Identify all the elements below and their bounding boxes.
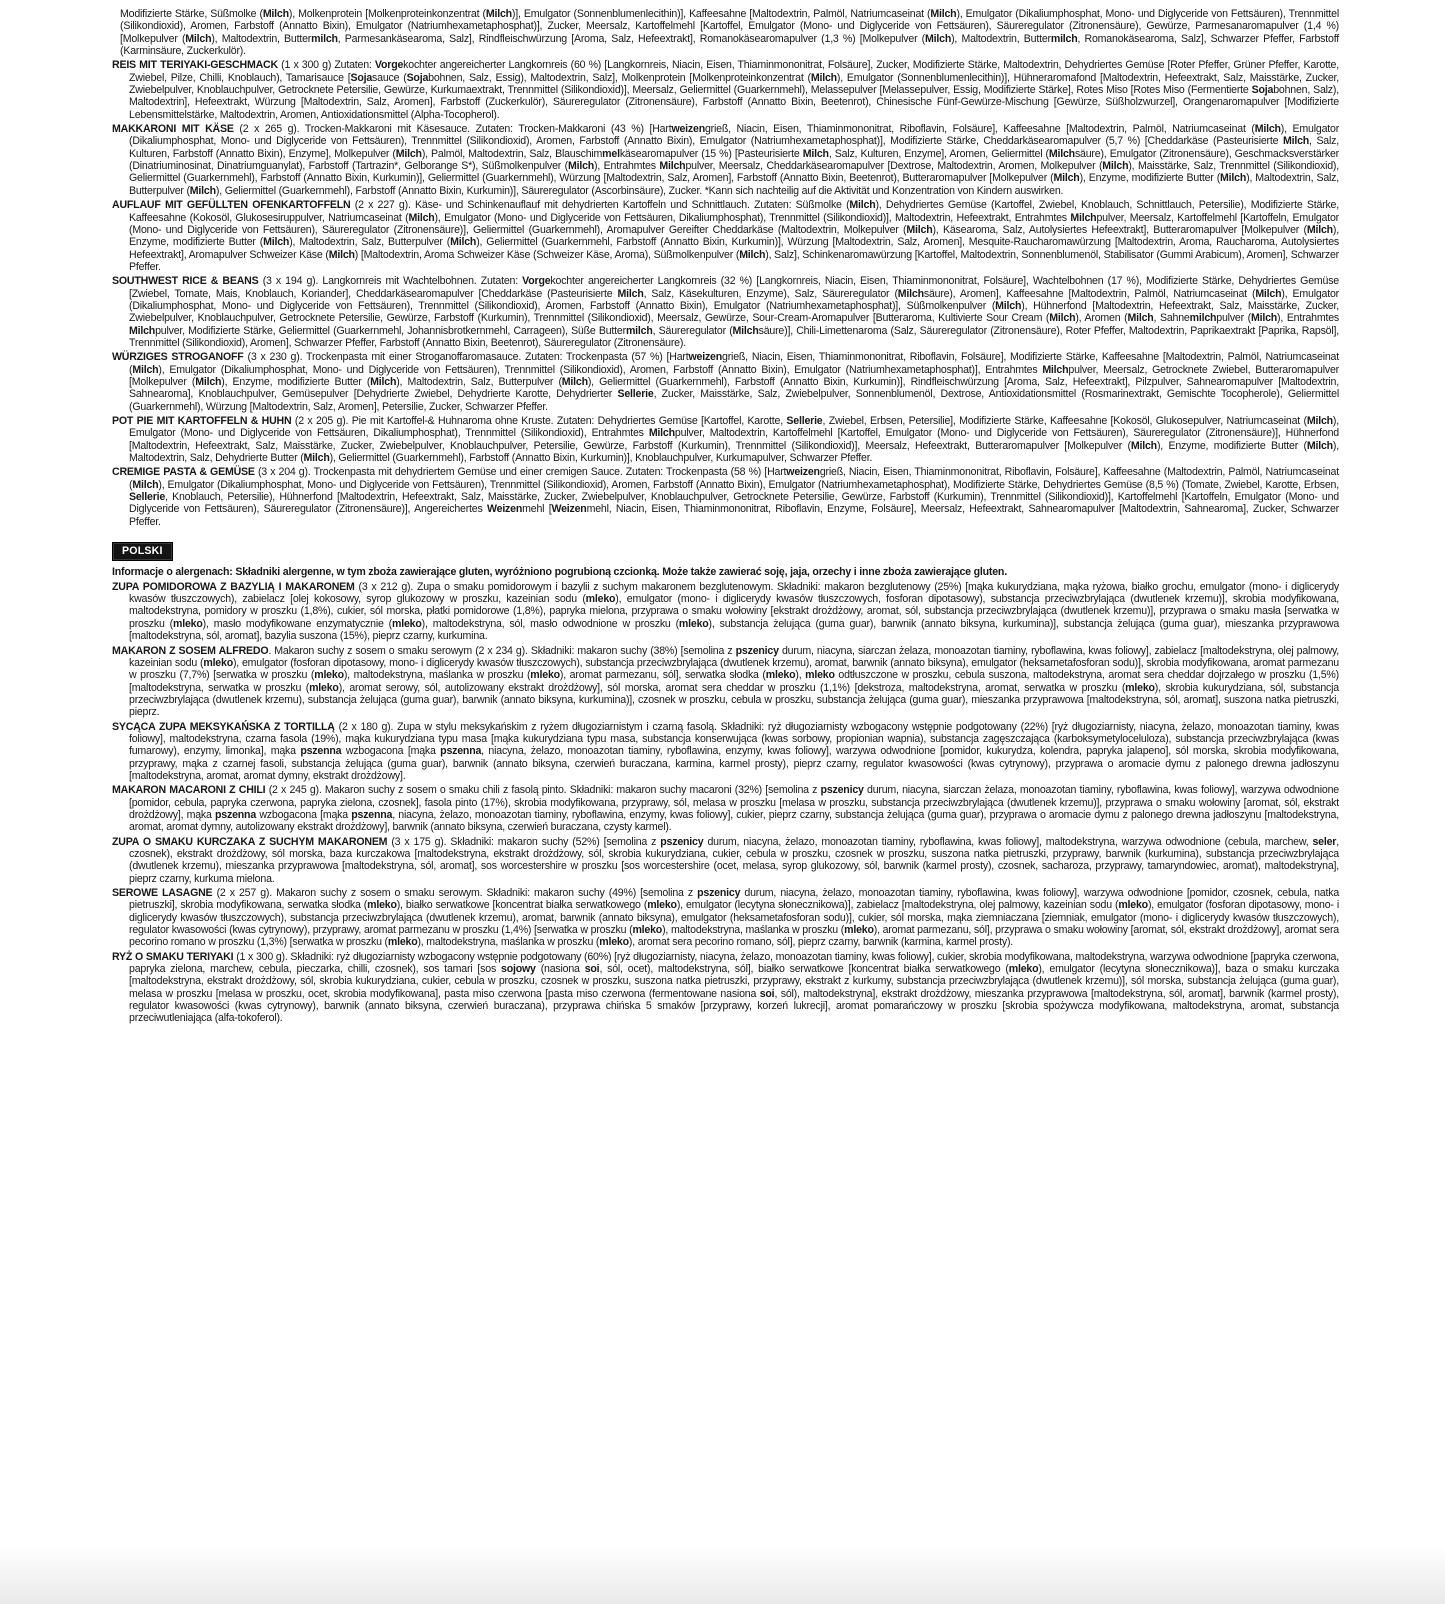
continued-ingredients-paragraph: Modifizierte Stärke, Süßmolke (Milch), Molkenprotein [Molkenproteinkonzentrat (Milch)], Emulgator (Sonnenblumenlecithin)], Kaffeesahne [Maltodextrin, Palmöl, Natriumcaseinat (Milch), Emulgator (Dikaliumphosphat, Mono- und Diglyceride von Fettsäuren), Trennmittel (Silikondioxid), Aromen, Farbstoff (Annatto Bixin), Emulgator (Natriumhexametaphosphat)], Zucker, Meersalz, Kartoffelmehl [Kartoffel, Emulgator (Mono- und Diglyceride von Fettsäuren), Säureregulator (Zitronensäure), Gewürze, Parmesanaromapulver (1,4 %) [Molkepulver (Milch), Maltodextrin, Buttermilch, Parmesankäsearoma, Salz], Rindfleischwürzung [Aroma, Salz, Hefeextrakt], Romanokäsearomapulver (1,3 %) [Molkepulver (Milch), Maltodextrin, Buttermilch, Romanokäsearoma, Salz], Schwarzer Pfeffer, Farbstoff (Karminsäure, Zuckerkulör). [120,8,1339,58]
product-name: SOUTHWEST RICE & BEANS [112,275,259,288]
product-ingredients: (1 x 300 g). Składniki: ryż długoziarnisty wzbogacony wstępnie podgotowany (60%) [ryż długoziarnisty, niacyna, żelazo, monoazotan tiaminy, kwas foliowy], cukier, skrobia modyfikowana, maltodekstryna, warzywa odwodnione [papryka czerwona, papryka zielona, marchew, cebula, pieczarka, chilli, czosnek), sos tamari [sos sojowy (nasiona soi, sól, ocet), maltodekstryna, sól], białko serwatkowe [koncentrat białka serwatkowego (mleko), emulgator (lecytyna słonecznikowa)], baza o smaku kurczaka [maltodekstryna, ekstrakt drożdżowy, sól, skrobia kukurydziana, cukier, cebula w proszku, czosnek w proszku, suszona natka pietruszki, przyprawy, ekstrakt z kurkumy, substancja przeciwzbrylająca (dwutlenek krzemu)], sól morska, substancja żelująca (guma guar), melasa w proszku [melasa w proszku, ocet, skrobia modyfikowana], pasta miso czerwona [pasta miso czerwona (fermentowane nasiona soi, sól), maltodekstryna], ekstrakt drożdżowy, mieszanka przyprawowa [maltodekstryna, sól, aromat], barwnik (karmel prosty), regulator kwasowości (kwas cytrynowy), barwnik (annato biksyna, czerwień buraczana), przyprawa chińska 5 smaków [przyprawy, korzeń lukrecji], aromat pomarańczowy w proszku [skrobia spożywcza modyfikowana, maltodekstryna, aromat, substancja przeciwutleniająca (alfa-tokoferol). [129,950,1340,1025]
product-entry-zupa-meksykanska [112,721,1339,783]
product-entry-makkaroni-kaese [112,123,1339,197]
product-name: SYCĄCA ZUPA MEKSYKAŃSKA Z TORTILLĄ [112,720,335,733]
product-entry-cremige-pasta-gemuese [112,466,1339,528]
product-ingredients: (2 x 245 g). Makaron suchy z sosem o smaku chili z fasolą pinto. Składniki: makaron suchy macaroni (32%) [semolina z pszenicy durum, niacyna, siarczan żelaza, monoazotan tiaminy, ryboflawina, kwas foliowy], warzywa odwodnione [pomidor, cebula, papryka czerwona, papryka zielona, czosnek], fasola pinto (17%), skrobia modyfikowana, przyprawy, sól, melasa w proszku [melasa w proszku, substancja przeciwzbrylająca (dwutlenek krzemu)], przyprawa o smaku wołowiny [aromat, sól, ekstrakt drożdżowy], mąka pszenna wzbogacona [mąka pszenna, niacyna, żelazo, monoazotan tiaminy, ryboflawina, enzymy, kwas foliowy], cukier, pieprz czarny, substancja żelująca (guma guar), przyprawa o aromacie dymu z palonego drewna jadłoszynu [maltodekstryna, aromat, aromat dymny, autolizowany ekstrakt drożdżowy], barwnik (annato biksyna, czerwień buraczana, czysty karmel). [129,784,1339,834]
product-entry-serowe-lasagne [112,887,1339,949]
product-entry-auflauf-ofenkartoffeln [112,199,1339,273]
product-ingredients: (3 x 230 g). Trockenpasta mit einer Stroganoffaromasauce. Zutaten: Trockenpasta (57 %) [Hartweizengrieß, Niacin, Eisen, Thiaminmononitrat, Riboflavin, Folsäure], Modifizierte Stärke, Kaffeesahne [Maltodextrin, Palmöl, Natriumcaseinat (Milch), Emulgator (Dikaliumphosphat, Mono- und Diglyceride von Fettsäuren), Trennmittel (Silikondioxid), Aromen, Farbstoff (Annatto Bixin), Emulgator (Natriumhexametaphosphat)], Entrahmtes Milchpulver, Meersalz, Getrocknete Zwiebel, Butteraromapulver [Molkepulver (Milch), Enzyme, modifizierte Butter (Milch), Maltodextrin, Salz, Butterpulver (Milch), Geliermittel (Guarkernmehl), Farbstoff (Annatto Bixin, Kurkumin)], Rindfleischwürzung [Aroma, Salz, Hefeextrakt], Pilzpulver, Sahnearomapulver [Maltodextrin, Sahnearoma], Knoblauchpulver, Gemüsepulver [Dehydrierte Zwiebel, Dehydrierte Karotte, Dehydrierter Sellerie, Zucker, Maisstärke, Salz, Zwiebelpulver, Sonnenblumenöl, Dextrose, Antioxidationsmittel (Rosmarinextrakt, Gemischte Tocopherole), Geliermittel (Guarkernmehl), Würzung [Maltodextrin, Salz, Aromen], Petersilie, Zucker, Schwarzer Pfeffer. [129,351,1339,413]
product-ingredients: . Makaron suchy z sosem o smaku serowym (2 x 234 g). Składniki: makaron suchy (38%) [semolina z pszenicy durum, niacyna, siarczan żelaza, monoazotan tiaminy, ryboflawina, kwas foliowy], zabielacz [maltodekstryna, olej palmowy, kazeinian sodu (mleko), emulgator (fosforan dipotasowy, mono- i diglicerydy kwasów tłuszczowych), substancja przeciwzbrylająca (dwutlenek krzemu), aromat, barwnik (annato biksyna), emulgator (heksametafosforan sodu)], skrobia modyfikowana, aromat parmezanu w proszku (7,7%) [serwatka w proszku (mleko), maltodekstryna, maślanka w proszku (mleko), aromat parmezanu, sól], serwatka słodka (mleko), mleko odtłuszczone w proszku, cebula suszona, maltodekstryna, aromat sera cheddar dojrzałego w proszku (1,5%) [maltodekstryna, serwatka w proszku (mleko), aromat serowy, sól, autolizowany ekstrakt drożdżowy], sól morska, aromat sera cheddar w proszku (1,1%) [dekstroza, maltodekstryna, aromat, serwatka w proszku (mleko), skrobia kukurydziana, sól, substancja przeciwzbrylająca (dwutlenek krzemu), substancja żelująca (guma guar), barwnik (annato biksyna, kurkumina)], czosnek w proszku, cebula w proszku, substancja żelująca (guma guar), mieszanka przyprawowa [maltodekstryna, sól, aromat], suszona natka pietruszki, pieprz. [129,644,1340,719]
product-name: RYŻ O SMAKU TERIYAKI [112,950,234,963]
product-entry-zupa-kurczak [112,836,1339,885]
product-ingredients: (1 x 300 g) Zutaten: Vorgekochter angereicherter Langkornreis (60 %) [Langkornreis, Niacin, Eisen, Thiaminmononitrat, Folsäure], Zucker, Modifizierte Stärke, Maltodextrin, Dehydriertes Gemüse [Roter Pfeffer, Grüner Pfeffer, Karotte, Zwiebel, Pilze, Chilli, Knoblauch), Tamarisauce [Sojasauce (Sojabohnen, Salz, Essig), Maltodextrin, Salz], Molkenprotein [Molkenproteinkonzentrat (Milch), Emulgator (Sonnenblumenlecithin)], Hühneraromafond [Maltodextrin, Hefeextrakt, Salz, Maisstärke, Zucker, Zwiebelpulver, Knoblauchpulver, Getrocknete Petersilie, Gewürze, Kurkumaextrakt, Trennmittel (Silikondioxid)], Meersalz, Geliermittel (Guarkernmehl), Melassepulver [Melassepulver, Essig, Modifizierte Stärke], Rotes Miso [Rotes Miso (Fermentierte Sojabohnen, Salz), Maltodextrin], Hefeextrakt, Würzung [Maltodextrin, Salz, Aromen], Farbstoff (Zuckerkulör), Säureregulator (Zitronensäure), Farbstoff (Annatto Bixin, Beetenrot), Chinesische Fünf-Gewürze-Mischung [Gewürze, Süßholzwurzel], Orangenaromapulver [Modifizierte Lebensmittelstärke, Maltodextrin, Aromen, Antioxidationsmittel (Alpha-Tocopherol). [129,59,1340,121]
product-entry-ryz-teriyaki [112,951,1339,1025]
product-entry-pot-pie-kartoffeln-huhn [112,415,1339,464]
allergen-info-note: Informacje o alergenach: Składniki alergenne, w tym zboża zawierające gluten, wyróżniono pogrubioną czcionką. Może także zawierać soję, jaja, orzechy i inne zboża zawierające gluten. [112,566,1007,579]
product-ingredients: (3 x 212 g). Zupa o smaku pomidorowym i bazylii z suchym makaronem bezglutenowym. Składniki: makaron bezglutenowy (25%) [mąka kukurydziana, mąka ryżowa, białko grochu, emulgator (mono- i diglicerydy kwasów tłuszczowych), zabielacz [olej kokosowy, syrop glukozowy w proszku, kazeinian sodu (mleko), emulgator (mono- i diglicerydy kwasów tłuszczowych, fosforan dipotasowy), substancja przeciwzbrylająca (dwutlenek krzemu)], skrobia modyfikowana, maltodekstryna, pomidory w proszku (1,8%), cukier, sól morska, płatki pomidorowe (1,8%), papryka mielona, przyprawa o smaku wołowiny [ekstrakt drożdżowy, aromat, sól, substancja przeciwzbrylająca (dwutlenek krzemu)], przyprawa o smaku masła [serwatka w proszku (mleko), masło modyfikowane enzymatycznie (mleko), maltodekstryna, sól, masło odwodnione w proszku (mleko), substancja żelująca (guma guar), barwnik (annato biksyna, kurkumina)], substancja żelująca (guma guar), mieszanka przyprawowa [maltodekstryna, sól, aromat], bazylia suszona (15%), pieprz czarny, kurkumina. [129,580,1340,643]
product-name: MAKARON Z SOSEM ALFREDO [112,644,269,657]
product-name: SEROWE LASAGNE [112,887,213,900]
product-ingredients: (2 x 180 g). Zupa w stylu meksykańskim z ryżem długoziarnistym i czarną fasolą. Składniki: ryż długoziarnisty wzbogacony wstępnie podgotowany (22%) [ryż długoziarnisty, niacyna, żelazo, monoazotan tiaminy, kwas foliowy], maltodekstryna, czarna fasola (19%), mąka kukurydziana typu masa [mąka kukurydziana typu masa, substancja konserwująca (kwas sorbowy, propionian wapnia), substancja zagęszczająca (karboksymetyloceluloza), substancja przeciwzbrylająca (kwas fumarowy), enzymy, limonka], mąka pszenna wzbogacona [mąka pszenna, niacyna, żelazo, monoazotan tiaminy, ryboflawina, enzymy, kwas foliowy], warzywa odwodnione [pomidor, kukurydza, kolendra, papryka jalapeno], sól morska, skrobia modyfikowana, przyprawy, mąka z czarnej fasoli, substancja żelująca (guma guar), barwnik (annato biksyna, czerwień buraczana, karmina, karmel prosty), pieprz czarny, regulator kwasowości (kwas cytrynowy), przyprawa o aromacie dymu z palonego drewna jadłoszynu [maltodekstryna, aromat, aromat dymny, ekstrakt drożdżowy]. [129,720,1340,782]
product-name: AUFLAUF MIT GEFÜLLTEN OFENKARTOFFELN [112,199,351,212]
product-name: ZUPA O SMAKU KURCZAKA Z SUCHYM MAKARONEM [112,835,388,848]
polski-section-header [112,530,1339,566]
product-ingredients: (2 x 265 g). Trocken-Makkaroni mit Käsesauce. Zutaten: Trocken-Makkaroni (43 %) [Hartweizengrieß, Niacin, Eisen, Thiaminmononitrat, Riboflavin, Folsäure], Kaffeesahne [Maltodextrin, Palmöl, Natriumcaseinat (Milch), Emulgator (Dikaliumphosphat, Mono- und Diglyceride von Fettsäuren), Trennmittel (Silikondioxid), Aromen, Farbstoff (Annatto Bixin), Emulgator (Natriumhexametaphosphat)], Modifizierte Stärke, Cheddarkäsearomapulver (5,7 %) [Cheddarkäse (Pasteurisierte Milch, Salz, Kulturen, Farbstoff (Annatto Bixin), Enzyme], Molkepulver (Milch), Palmöl, Maltodextrin, Salz, Blauschimmelkäsearomapulver (15 %) [Pasteurisierte Milch, Salz, Kulturen, Enzyme], Aromen, Geliermittel (Milchsäure), Emulgator (Zitronensäure), Geschmacksverstärker (Dinatriuminosinat, Dinatriumguanylat), Farbstoff (Tartrazin*, Gelborange S*), Süßmolkenpulver (Milch), Entrahmtes Milchpulver, Meersalz, Cheddarkäsearomapulver [Dextrose, Maltodextrin, Aromen, Molkepulver (Milch), Maisstärke, Salz, Trennmittel (Silikondioxid), Geliermittel (Guarkernmehl), Farbstoff (Annatto Bixin, Kurkumin)], Geliermittel (Guarkernmehl), Würzung [Maltodextrin, Salz, Aromen], Farbstoff (Annatto Bixin, Beetenrot), Butteraromapulver [Molkepulver (Milch), Enzyme, modifizierte Butter (Milch), Maltodextrin, Salz, Butterpulver (Milch), Geliermittel (Guarkernmehl), Farbstoff (Annatto Bixin, Kurkumin)], Säureregulator (Ascorbinsäure), Zucker. *Kann sich nachteilig auf die Aktivität und Konzentration von Kindern auswirken. [129,123,1340,197]
product-entry-southwest-rice-beans [112,275,1339,349]
product-name: MAKKARONI MIT KÄSE [112,123,234,136]
product-name: WÜRZIGES STROGANOFF [112,351,244,364]
product-name: POT PIE MIT KARTOFFELN & HUHN [112,415,292,427]
product-entry-zupa-pomidorowa [112,581,1339,643]
product-entry-reis-teriyaki [112,59,1339,121]
product-ingredients: (2 x 257 g). Makaron suchy z sosem o smaku serowym. Składniki: makaron suchy (49%) [semolina z pszenicy durum, niacyna, żelazo, monoazotan tiaminy, ryboflawina, kwas foliowy], warzywa odwodnione [pomidor, czosnek, cebula, natka pietruszki], skrobia modyfikowana, serwatka słodka (mleko), białko serwatkowe [koncentrat białka serwatkowego (mleko), emulgator (lecytyna słonecznikowa)], zabielacz [maltodekstryna, olej palmowy, kazeinian sodu (mleko), emulgator (fosforan dipotasowy, mono- i diglicerydy kwasów tłuszczowych), substancja przeciwzbrylająca (dwutlenek krzemu), aromat, barwnik (annato biksyna), emulgator (heksametafosforan sodu)], cukier, sól morska, mąka ziemniaczana [ziemniak, emulgator (mono- i diglicerydy kwasów tłuszczowych), regulator kwasowości (kwas cytrynowy), przyprawy, aromat parmezanu w proszku (1,4%) [serwatka w proszku (mleko), maltodekstryna, maślanka w proszku (mleko), aromat parmezanu, sól], przyprawa o smaku wołowiny [aromat, sól, ekstrakt drożdżowy], aromat sera pecorino romano w proszku (1,3%) [serwatka w proszku (mleko), maltodekstryna, maślanka w proszku (mleko), aromat sera pecorino romano, sól], pieprz czarny, barwnik (karmina, karmel prosty). [129,887,1340,949]
product-name: ZUPA POMIDOROWA Z BAZYLIĄ I MAKARONEM [112,580,355,593]
product-ingredients: (3 x 175 g). Składniki: makaron suchy (52%) [semolina z pszenicy durum, niacyna, żelazo, monoazotan tiaminy, ryboflawina, kwas foliowy], maltodekstryna, warzywa odwodnione (cebula, marchew, seler, czosnek), ekstrakt drożdżowy, sól morska, baza kurczakowa [maltodekstryna, ekstrakt drożdżowy, sól, skrobia kukurydziana, cukier, cebula w proszku, czosnek w proszku, suszona natka pietruszki, przyprawy, barwnik (kurkumina), substancja przeciwzbrylająca (dwutlenek krzemu), mieszanka przyprawowa [maltodekstryna, sól, aromat], sos worcestershire w proszku [sos worcestershire (ocet, melasa, syrop glukozowy, sól, barwnik (karmel prosty), czosnek, sacharoza, przyprawy, tamaryndowiec, aromat), maltodekstryna], pieprz czarny, kurkuma mielona. [129,835,1339,885]
product-name: REIS MIT TERIYAKI-GESCHMACK [112,59,278,72]
product-name: CREMIGE PASTA & GEMÜSE [112,466,255,479]
language-label-polski: POLSKI [112,542,173,561]
product-ingredients: (2 x 227 g). Käse- und Schinkenauflauf mit dehydrierten Kartoffeln und Schnittlauch. Zutaten: Süßmolke (Milch), Dehydriertes Gemüse (Kartoffel, Zwiebel, Knoblauch, Schnittlauch, Petersilie), Modifizierte Stärke, Kaffeesahne (Kokosöl, Glukosesiruppulver, Natriumcaseinat (Milch), Emulgator (Mono- und Diglyceride von Fettsäuren, Dikaliumphosphat), Trennmittel (Silikondioxid)], Maltodextrin, Hefeextrakt, Entrahmtes Milchpulver, Meersalz, Kartoffelmehl [Kartoffeln, Emulgator (Mono- und Diglyceride von Fettsäuren), Säureregulator (Zitronensäure)], Geliermittel (Guarkernmehl), Aromapulver Gereifter Cheddarkäse (Maltodextrin, Molkepulver (Milch), Käsearoma, Salz, Autolysiertes Hefeextrakt], Butteraromapulver [Molkepulver (Milch), Enzyme, modifizierte Butter (Milch), Maltodextrin, Salz, Butterpulver (Milch), Geliermittel (Guarkernmehl, Farbstoff (Annatto Bixin, Kurkumin)], Würzung [Maltodextrin, Salz, Aromen], Mesquite-Raucharomawürzung [Maltodextrin, Aroma, Raucharoma, Autolysiertes Hefeextrakt], Aromapulver Schweizer Käse (Milch) [Maltodextrin, Aroma Schweizer Käse (Schweizer Käse, Aroma), Süßmolkenpulver (Milch), Salz], Schinkenaromawürzung [Kartoffel, Maltodextrin, Sonnenblumenöl, Stabilisator (Gummi Arabicum), Aromen], Schwarzer Pfeffer. [129,199,1339,273]
product-ingredients: (2 x 205 g). Pie mit Kartoffel-& Huhnaroma ohne Kruste. Zutaten: Dehydriertes Gemüse [Kartoffel, Karotte, Sellerie, Zwiebel, Erbsen, Petersilie], Modifizierte Stärke, Kaffeesahne [Kokosöl, Glukosepulver, Natriumcaseinat (Milch), Emulgator (Mono- und Diglyceride von Fettsäuren, Dikaliumphosphat), Trennmittel (Silikondioxid), Entrahmtes Milchpulver, Maltodextrin, Kartoffelmehl [Kartoffel, Emulgator (Mono- und Diglyceride von Fettsäuren), Säureregulator (Zitronensäure)], Hühnerfond [Maltodextrin, Hefeextrakt, Salz, Maisstärke, Zucker, Zwiebelpulver, Knoblauchpulver, Petersilie, Gewürze, Farbstoff (Kurkumin), Trennmittel (Silikondioxid)], Meersalz, Hefeextrakt, Butteraromapulver [Molkepulver (Milch), Enzyme, modifizierte Butter (Milch), Maltodextrin, Salz, Dehydrierte Butter (Milch), Geliermittel (Guarkernmehl), Farbstoff (Annatto Bixin, Kurkumin)], Knoblauchpulver, Kurkumapulver, Schwarzer Pfeffer. [129,415,1340,465]
page-bottom-fade [0,1546,1445,1604]
product-ingredients: (3 x 204 g). Trockenpasta mit dehydriertem Gemüse und einer cremigen Sauce. Zutaten: Trockenpasta (58 %) [Hartweizengrieß, Niacin, Eisen, Thiaminmononitrat, Riboflavin, Folsäure], Kaffeesahne (Maltodextrin, Palmöl, Natriumcaseinat (Milch), Emulgator (Dikaliumphosphat, Mono- und Diglyceride von Fettsäuren), Trennmittel (Silikondioxid), Aromen, Farbstoff (Annatto Bixin), Emulgator (Natriumhexametaphosphat), Modifizierte Stärke, Dehydriertes Gemüse (8,5 %) (Tomate, Zwiebel, Karotte, Erbsen, Sellerie, Knoblauch, Petersilie), Hühnerfond [Maltodextrin, Hefeextrakt, Salz, Maisstärke, Zucker, Zwiebelpulver, Knoblauchpulver, Getrocknete Petersilie, Gewürze, Farbstoff (Kurkumin), Trennmittel (Silikondioxid)], Kartoffelmehl [Kartoffeln, Emulgator (Mono- und Diglyceride von Fettsäuren), Säureregulator (Zitronensäure)], Angereichertes Weizenmehl [Weizenmehl, Niacin, Eisen, Thiaminmononitrat, Riboflavin, Enzyme, Folsäure], Meersalz, Hefeextrakt, Sahnearomapulver [Maltodextrin, Sahnearoma], Zucker, Schwarzer Pfeffer. [129,466,1339,528]
product-ingredients: (3 x 194 g). Langkornreis mit Wachtelbohnen. Zutaten: Vorgekochter angereicherter Langkornreis (32 %) [Langkornreis, Niacin, Eisen, Thiaminmononitrat, Folsäure], Wachtelbohnen (17 %), Modifizierte Stärke, Dehydriertes Gemüse [Zwiebel, Tomate, Mais, Knoblauch, Koriander], Cheddarkäsearomapulver [Cheddarkäse (Pasteurisierte Milch, Salz, Käsekulturen, Enzyme), Salz, Säureregulator (Milchsäure), Aromen], Kaffeesahne [Maltodextrin, Palmöl, Natriumcaseinat (Milch), Emulgator (Dikaliumphosphat, Mono- und Diglyceride von Fettsäuren), Trennmittel (Silikondioxid), Aromen, Farbstoff (Annatto Bixin), Emulgator (Natriumhexametaphosphat)], Süßmolkenpulver (Milch), Hühnerfond [Maltodextrin, Hefeextrakt, Salz, Maisstärke, Zucker, Zwiebelpulver, Knoblauchpulver, Getrocknete Petersilie, Gewürze, Farbstoff (Kurkumin), Trennmittel (Silikondioxid), Meersalz, Gewürze, Sour-Cream-Aromapulver [Butteraroma, Kultivierte Sour Cream (Milch), Aromen (Milch, Sahnemilchpulver (Milch), Entrahmtes Milchpulver, Modifizierte Stärke, Geliermittel (Guarkernmehl, Johannisbrotkernmehl, Carrageen), Süße Buttermilch, Säureregulator (Milchsäure)], Chili-Limettenaroma (Salz, Säureregulator (Zitronensäure), Roter Pfeffer, Maltodextrin, Paprikaextrakt [Paprika, Rapsöl], Trennmittel (Silikondioxid), Aromen], Schwarzer Pfeffer, Farbstoff (Annatto Bixin, Beetenrot), Säureregulator (Zitronensäure). [129,275,1340,349]
product-entry-makaron-chili [112,784,1339,833]
product-entry-wuerziges-stroganoff [112,351,1339,413]
product-name: MAKARON MACARONI Z CHILI [112,784,266,797]
product-entry-makaron-alfredo [112,645,1339,719]
